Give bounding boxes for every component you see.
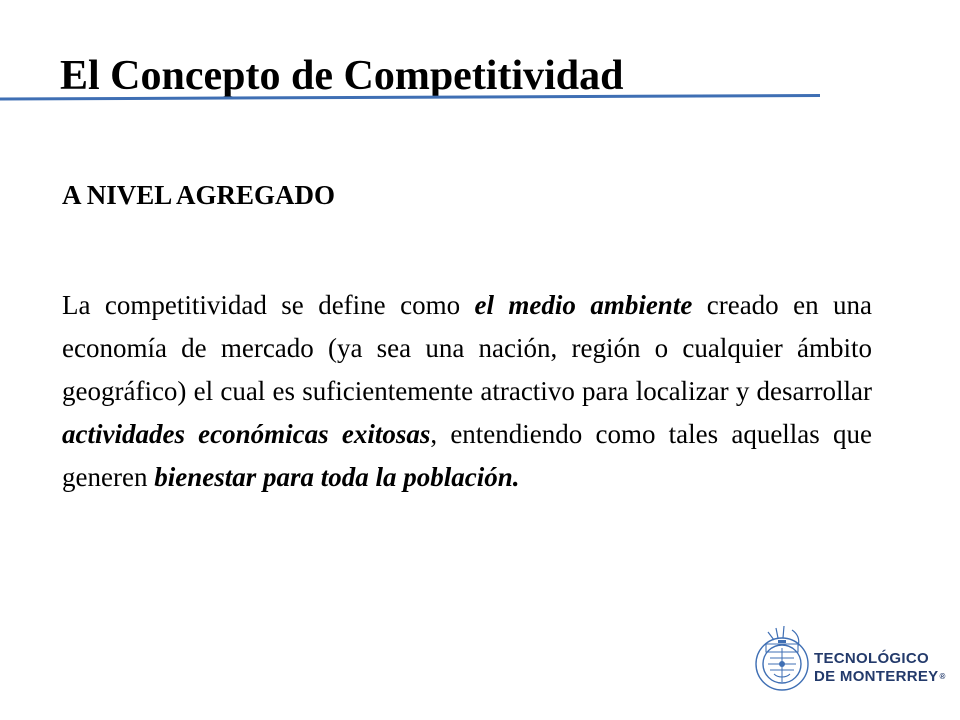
logo-line-2-text: DE MONTERREY [814, 668, 939, 685]
logo-line-2 [814, 668, 946, 686]
emphasis-actividades: actividades económicas exitosas [62, 419, 431, 449]
paragraph-text-3: , entendiendo como tales aquellas que generen [62, 419, 872, 492]
definition-paragraph [62, 284, 872, 499]
tec-emblem-icon [748, 624, 812, 696]
tec-de-monterrey-logo [748, 624, 948, 696]
paragraph-text-2: creado en una economía de mercado (ya sea una nación, región o cualquier ámbito geográfico) el cual es suficientemente atractivo para localizar y desarrollar [62, 290, 872, 406]
logo-line-1: TECNOLÓGICO [814, 650, 929, 667]
registered-mark: ® [939, 672, 946, 681]
emphasis-medio-ambiente: el medio ambiente [474, 290, 693, 320]
title-underline [0, 94, 820, 102]
section-subheading: A NIVEL AGREGADO [62, 180, 336, 210]
logo-wordmark [814, 650, 946, 686]
emphasis-bienestar: bienestar para toda la población. [154, 462, 520, 492]
paragraph-text-1: La competitividad se define como [62, 290, 475, 320]
slide-title: El Concepto de Competitividad [60, 53, 624, 99]
